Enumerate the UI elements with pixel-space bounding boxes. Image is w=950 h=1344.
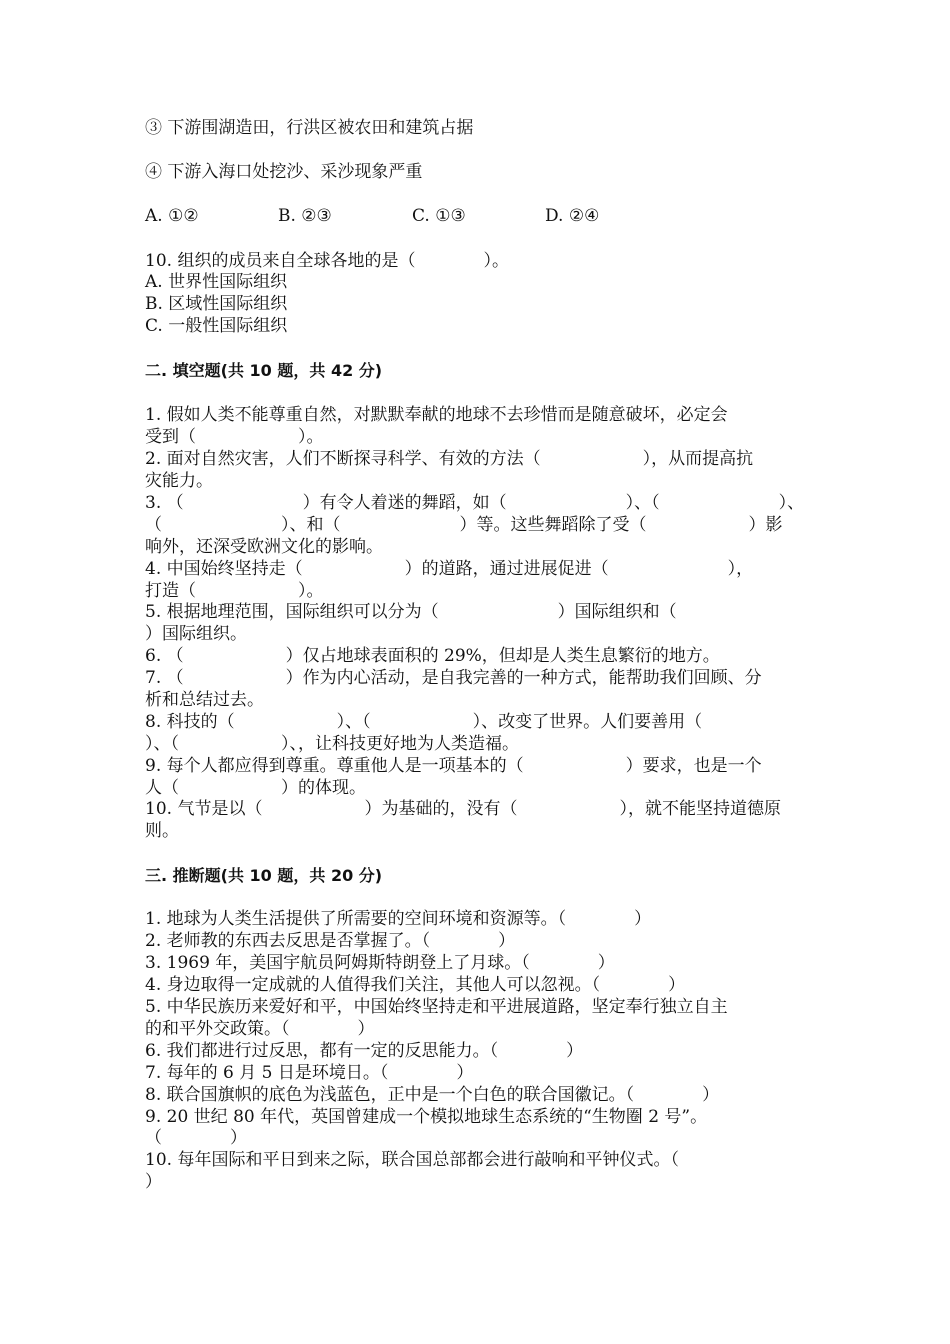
fill-in-line: 析和总结过去。: [145, 690, 264, 710]
judgement-line: （ ）: [145, 1128, 247, 1148]
answer-option-c: C. ①③: [412, 206, 466, 226]
fill-in-line: 灾能力。: [145, 471, 213, 491]
fill-in-line: ）、（ ）、，让科技更好地为人类造福。: [145, 734, 519, 754]
section-2-title: 二. 填空题(共 10 题，共 42 分): [145, 361, 383, 380]
choice-statement-4: ④ 下游入海口处挖沙、采沙现象严重: [145, 162, 423, 182]
judgement-line: 的和平外交政策。（ ）: [145, 1019, 375, 1039]
judgement-line: 4. 身边取得一定成就的人值得我们关注，其他人可以忽视。（ ）: [145, 975, 686, 995]
judgement-line: 2. 老师教的东西去反思是否掌握了。（ ）: [145, 931, 516, 951]
question-10-stem: 10. 组织的成员来自全球各地的是（ ）。: [145, 251, 509, 271]
judgement-line: 7. 每年的 6 月 5 日是环境日。（ ）: [145, 1063, 474, 1083]
fill-in-line: 打造（ ）。: [145, 581, 324, 601]
fill-in-line: 4. 中国始终坚持走（ ）的道路，通过进展促进（ ），: [145, 559, 754, 579]
fill-in-line: （ ）、和（ ）等。这些舞蹈除了受（ ）影: [145, 515, 783, 535]
answer-option-b: B. ②③: [278, 206, 332, 226]
judgement-line: 8. 联合国旗帜的底色为浅蓝色，正中是一个白色的联合国徽记。（ ）: [145, 1085, 720, 1105]
fill-in-line: 则。: [145, 821, 179, 841]
fill-in-line: 1. 假如人类不能尊重自然，对默默奉献的地球不去珍惜而是随意破坏，必定会: [145, 405, 728, 425]
judgement-line: 6. 我们都进行过反思，都有一定的反思能力。（ ）: [145, 1041, 584, 1061]
judgement-line: 9. 20 世纪 80 年代，英国曾建成一个模拟地球生态系统的“生物圈 2 号”。: [145, 1107, 708, 1127]
fill-in-line: 3. （ ）有令人着迷的舞蹈，如（ ）、（ ）、: [145, 493, 805, 513]
judgement-line: 10. 每年国际和平日到来之际，联合国总部都会进行敲响和平钟仪式。（: [145, 1150, 679, 1170]
section-3-title: 三. 推断题(共 10 题，共 20 分): [145, 866, 383, 885]
answer-option-d: D. ②④: [545, 206, 600, 226]
judgement-line: 1. 地球为人类生活提供了所需要的空间环境和资源等。（ ）: [145, 909, 652, 929]
fill-in-line: 10. 气节是以（ ）为基础的，没有（ ），就不能坚持道德原: [145, 799, 781, 819]
fill-in-line: 受到（ ）。: [145, 427, 324, 447]
judgement-line: 5. 中华民族历来爱好和平，中国始终坚持走和平进展道路，坚定奉行独立自主: [145, 997, 728, 1017]
fill-in-line: 2. 面对自然灾害，人们不断探寻科学、有效的方法（ ），从而提高抗: [145, 449, 754, 469]
judgement-line: 3. 1969 年，美国宇航员阿姆斯特朗登上了月球。（ ）: [145, 953, 615, 973]
question-10-option-c: C. 一般性国际组织: [145, 316, 288, 336]
fill-in-line: 6. （ ）仅占地球表面积的 29%，但却是人类生息繁衍的地方。: [145, 646, 720, 666]
fill-in-line: ）国际组织。: [145, 624, 247, 644]
answer-option-a: A. ①②: [145, 206, 199, 226]
fill-in-line: 7. （ ）作为内心活动，是自我完善的一种方式，能帮助我们回顾、分: [145, 668, 762, 688]
question-10-option-a: A. 世界性国际组织: [145, 272, 288, 292]
fill-in-line: 响外，还深受欧洲文化的影响。: [145, 537, 383, 557]
judgement-line: ）: [145, 1172, 162, 1192]
fill-in-line: 人（ ）的体现。: [145, 778, 366, 798]
fill-in-line: 9. 每个人都应得到尊重。尊重他人是一项基本的（ ）要求，也是一个: [145, 756, 762, 776]
fill-in-line: 8. 科技的（ ）、（ ）、改变了世界。人们要善用（: [145, 712, 703, 732]
question-10-option-b: B. 区域性国际组织: [145, 294, 288, 314]
fill-in-line: 5. 根据地理范围，国际组织可以分为（ ）国际组织和（: [145, 602, 677, 622]
choice-statement-3: ③ 下游围湖造田，行洪区被农田和建筑占据: [145, 118, 474, 138]
